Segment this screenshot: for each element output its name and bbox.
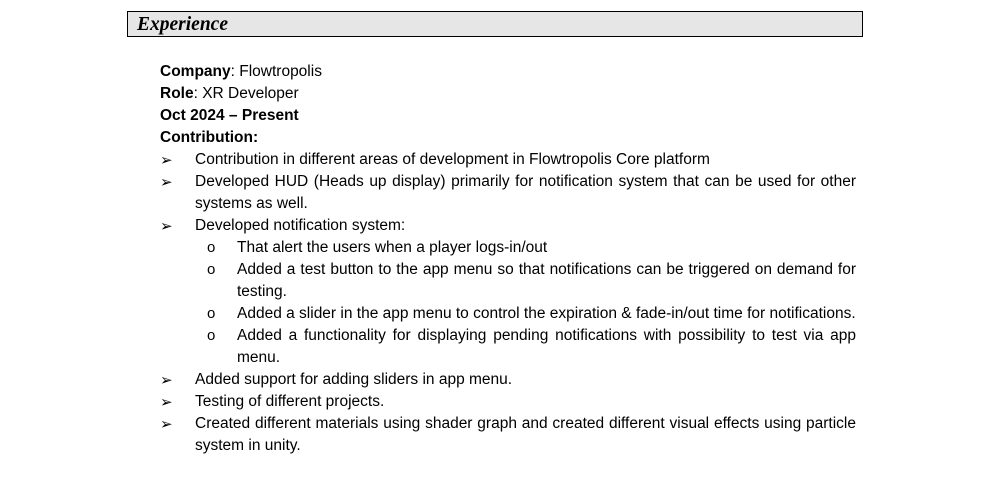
sub-list-item-text: That alert the users when a player logs-in/out — [237, 239, 548, 256]
job-dates: Oct 2024 – Present — [160, 107, 299, 124]
sub-list-item — [195, 237, 856, 259]
list-item — [160, 149, 856, 171]
sub-list-item-text: Added a slider in the app menu to control the expiration & fade-in/out time for notifications. — [237, 305, 856, 322]
contribution-list — [160, 149, 856, 457]
experience-entry — [160, 61, 856, 457]
sub-list-item — [195, 303, 856, 325]
circle-bullet-icon: o — [207, 239, 216, 256]
section-header — [127, 11, 863, 37]
list-item — [160, 391, 856, 413]
section-title: Experience — [137, 14, 228, 35]
sub-list-item — [195, 259, 856, 303]
arrow-bullet-icon: ➢ — [160, 371, 173, 389]
sub-list-item-text: Added a test button to the app menu so that notifications can be triggered on demand for testing. — [237, 261, 856, 300]
role-name: XR Developer — [202, 85, 299, 102]
role-label: Role — [160, 85, 194, 102]
list-item — [160, 215, 856, 369]
notification-sublist — [195, 237, 856, 369]
list-item-text: Developed notification system: — [195, 217, 406, 234]
list-item — [160, 413, 856, 457]
list-item-text: Testing of different projects. — [195, 393, 385, 410]
sub-list-item-text: Added a functionality for displaying pending notifications with possibility to test via app menu. — [237, 327, 856, 366]
arrow-bullet-icon: ➢ — [160, 415, 173, 433]
list-item-text: Contribution in different areas of development in Flowtropolis Core platform — [195, 151, 710, 168]
sub-list-item — [195, 325, 856, 369]
role-line: Role: XR Developer — [160, 85, 299, 102]
list-item — [160, 369, 856, 391]
arrow-bullet-icon: ➢ — [160, 173, 173, 191]
arrow-bullet-icon: ➢ — [160, 393, 173, 411]
company-line: Company: Flowtropolis — [160, 63, 322, 80]
arrow-bullet-icon: ➢ — [160, 217, 173, 235]
contribution-label: Contribution: — [160, 129, 259, 146]
list-item-text: Developed HUD (Heads up display) primarily for notification system that can be used for other systems as well. — [195, 173, 856, 212]
circle-bullet-icon: o — [207, 327, 216, 344]
circle-bullet-icon: o — [207, 261, 216, 278]
company-label: Company — [160, 63, 231, 80]
list-item-text: Added support for adding sliders in app menu. — [195, 371, 513, 388]
company-name: Flowtropolis — [239, 63, 322, 80]
circle-bullet-icon: o — [207, 305, 216, 322]
arrow-bullet-icon: ➢ — [160, 151, 173, 169]
list-item — [160, 171, 856, 215]
list-item-text: Created different materials using shader graph and created different visual effects using particle system in unity. — [195, 415, 856, 454]
